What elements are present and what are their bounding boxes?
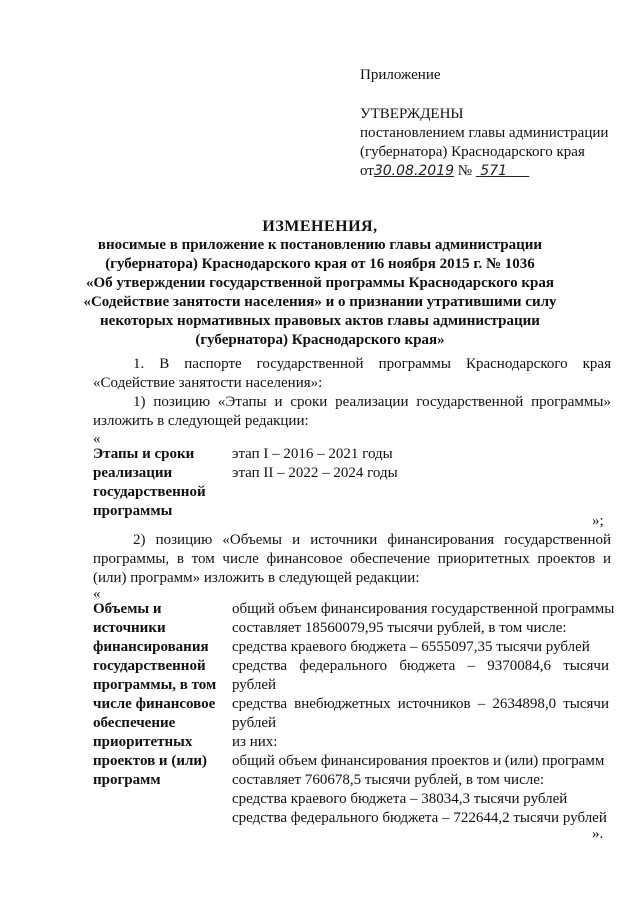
finance-values: общий объем финансирования государственной программы составляет 18560079,95 тысячи рублей, в том числе: средства краевого бюджета – 6555097,35 тысячи рублей средства федерального бюджета – 9370084,6 тысячи рублей средства внебюджетных источников – 2634898,0 тысячи рублей из них: общий объем финансирования проектов и (или) программ составляет 760678,5 тысячи рублей, в том числе: средства краевого бюджета – 38034,3 тысячи рублей средства федерального бюджета – 722644,2 тысячи рублей	[232, 601, 615, 826]
stages-label: Этапы и сроки реализации государственной программы	[93, 446, 206, 519]
paragraph-line: изложить в следующей редакции:	[93, 413, 309, 429]
quote-close: »;	[592, 513, 604, 529]
title-heading: ИЗМЕНЕНИЯ,	[262, 218, 378, 235]
from-label: от	[360, 163, 374, 179]
title-line: (губернатора) Краснодарского края»	[195, 332, 445, 348]
title-line: некоторых нормативных правовых актов главы администрации	[100, 313, 540, 329]
appendix-label: Приложение	[360, 67, 441, 83]
title-line: (губернатора) Краснодарского края от 16 ноября 2015 г. № 1036	[105, 256, 535, 272]
paragraph-line: 2) позицию «Объемы и источники финансирования государственной	[133, 532, 611, 548]
number-sign: №	[457, 163, 473, 179]
title-line: вносимые в приложение к постановлению главы администрации	[97, 237, 543, 253]
quote-close: ».	[592, 826, 604, 842]
paragraph-line: «Содействие занятости населения»:	[93, 375, 323, 391]
quote-open: «	[93, 586, 101, 602]
paragraph-line: программы, в том числе финансовое обеспечение приоритетных проектов и	[93, 551, 611, 567]
approval-date-line	[360, 162, 608, 181]
paragraph-line: 1) позицию «Этапы и сроки реализации государственной программы»	[133, 394, 611, 410]
approval-block	[360, 66, 608, 181]
paragraph-line: 1. В паспорте государственной программы Краснодарского края	[133, 356, 611, 372]
paragraph-line: (или) программ» изложить в следующей редакции:	[93, 570, 420, 586]
handwritten-number: 571	[480, 163, 508, 179]
title-line: «Содействие занятости населения» и о признании утратившими силу	[83, 294, 557, 310]
title-line: «Об утверждении государственной программы Краснодарского края	[86, 275, 554, 291]
paragraph-3	[93, 531, 611, 588]
approved-label: УТВЕРЖДЕНЫ	[360, 106, 464, 122]
document-title	[80, 217, 560, 350]
paragraph-1	[93, 355, 611, 393]
handwritten-date: 30.08.2019	[373, 163, 455, 179]
quote-open: «	[93, 431, 101, 447]
finance-label: Объемы и источники финансирования государственной программы, в том числе финансовое обеспечение приоритетных проектов и (или) программ	[93, 601, 217, 788]
stages-values: этап I – 2016 – 2021 годы этап II – 2022 – 2024 годы	[232, 446, 398, 481]
approval-line-2: (губернатора) Краснодарского края	[360, 144, 585, 160]
approval-line-1: постановлением главы администрации	[360, 125, 609, 141]
paragraph-2	[93, 393, 611, 431]
